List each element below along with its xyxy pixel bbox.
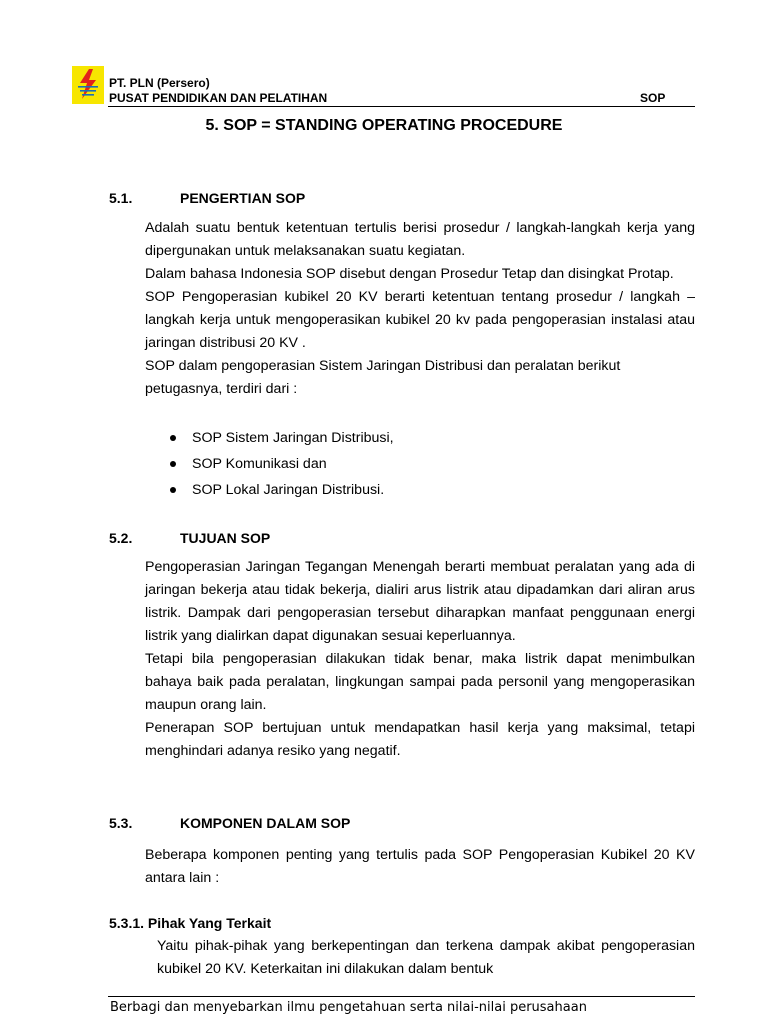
header-doc-type: SOP bbox=[640, 91, 666, 105]
subsection-title: 5.3.1. Pihak Yang Terkait bbox=[109, 915, 272, 931]
list-item bbox=[170, 451, 394, 477]
footer-text: Berbagi dan menyebarkan ilmu pengetahuan serta nilai-nilai perusahaan bbox=[110, 1000, 587, 1015]
paragraph: Beberapa komponen penting yang tertulis pada SOP Pengoperasian Kubikel 20 KV antara lain : bbox=[145, 847, 695, 886]
section-title: TUJUAN SOP bbox=[180, 530, 271, 546]
section-title: KOMPONEN DALAM SOP bbox=[180, 815, 351, 831]
bullet-list bbox=[170, 425, 394, 503]
list-item bbox=[170, 425, 394, 451]
paragraph: Dalam bahasa Indonesia SOP disebut dengan Prosedur Tetap dan disingkat Protap. bbox=[145, 266, 674, 282]
bullet-dot-icon bbox=[170, 487, 176, 493]
header-divider bbox=[108, 106, 695, 107]
section-number: 5.3. bbox=[109, 815, 133, 831]
pln-lightning-logo-icon bbox=[72, 66, 104, 104]
list-item-text: SOP Sistem Jaringan Distribusi, bbox=[192, 430, 394, 446]
header-unit: PUSAT PENDIDIKAN DAN PELATIHAN bbox=[109, 91, 328, 105]
paragraph: SOP Pengoperasian kubikel 20 KV berarti ketentuan tentang prosedur / langkah – langkah kerja untuk mengoperasikan kubikel 20 kv pada pengoperasian instalasi atau jaringan distribusi 20 KV . bbox=[145, 289, 695, 351]
section-number: 5.2. bbox=[109, 530, 133, 546]
paragraph: Pengoperasian Jaringan Tegangan Menengah berarti membuat peralatan yang ada di jaringan bekerja atau tidak bekerja, dialiri arus listrik atau dipadamkan dari aliran arus listrik. Dampak dari pengoperasian tersebut diharapkan manfaat penggunaan energi listrik yang dialirkan dapat digunakan sesuai keperluannya. bbox=[145, 559, 695, 644]
bullet-dot-icon bbox=[170, 435, 176, 441]
section-body bbox=[145, 844, 695, 890]
paragraph: Penerapan SOP bertujuan untuk mendapatkan hasil kerja yang maksimal, tetapi menghindari adanya resiko yang negatif. bbox=[145, 720, 695, 759]
footer-divider bbox=[108, 996, 695, 997]
section-number: 5.1. bbox=[109, 190, 133, 206]
section-title: PENGERTIAN SOP bbox=[180, 190, 306, 206]
paragraph: Adalah suatu bentuk ketentuan tertulis berisi prosedur / langkah-langkah kerja yang dipergunakan untuk melaksanakan suatu kegiatan. bbox=[145, 220, 695, 259]
section-body bbox=[145, 217, 695, 401]
subsection-body: Yaitu pihak-pihak yang berkepentingan dan terkena dampak akibat pengoperasian kubikel 20 KV. Keterkaitan ini dilakukan dalam bentuk bbox=[157, 938, 695, 977]
section-body bbox=[145, 556, 695, 763]
list-item bbox=[170, 477, 394, 503]
paragraph: SOP dalam pengoperasian Sistem Jaringan Distribusi dan peralatan berikut petugasnya, terdiri dari : bbox=[145, 358, 621, 397]
bullet-dot-icon bbox=[170, 461, 176, 467]
paragraph: Tetapi bila pengoperasian dilakukan tidak benar, maka listrik dapat menimbulkan bahaya baik pada peralatan, lingkungan sampai pada personil yang mengoperasikan maupun orang lain. bbox=[145, 651, 695, 713]
list-item-text: SOP Lokal Jaringan Distribusi. bbox=[192, 482, 385, 498]
page-title: 5. SOP = STANDING OPERATING PROCEDURE bbox=[205, 117, 563, 134]
list-item-text: SOP Komunikasi dan bbox=[192, 456, 327, 472]
header-company: PT. PLN (Persero) bbox=[109, 76, 210, 90]
